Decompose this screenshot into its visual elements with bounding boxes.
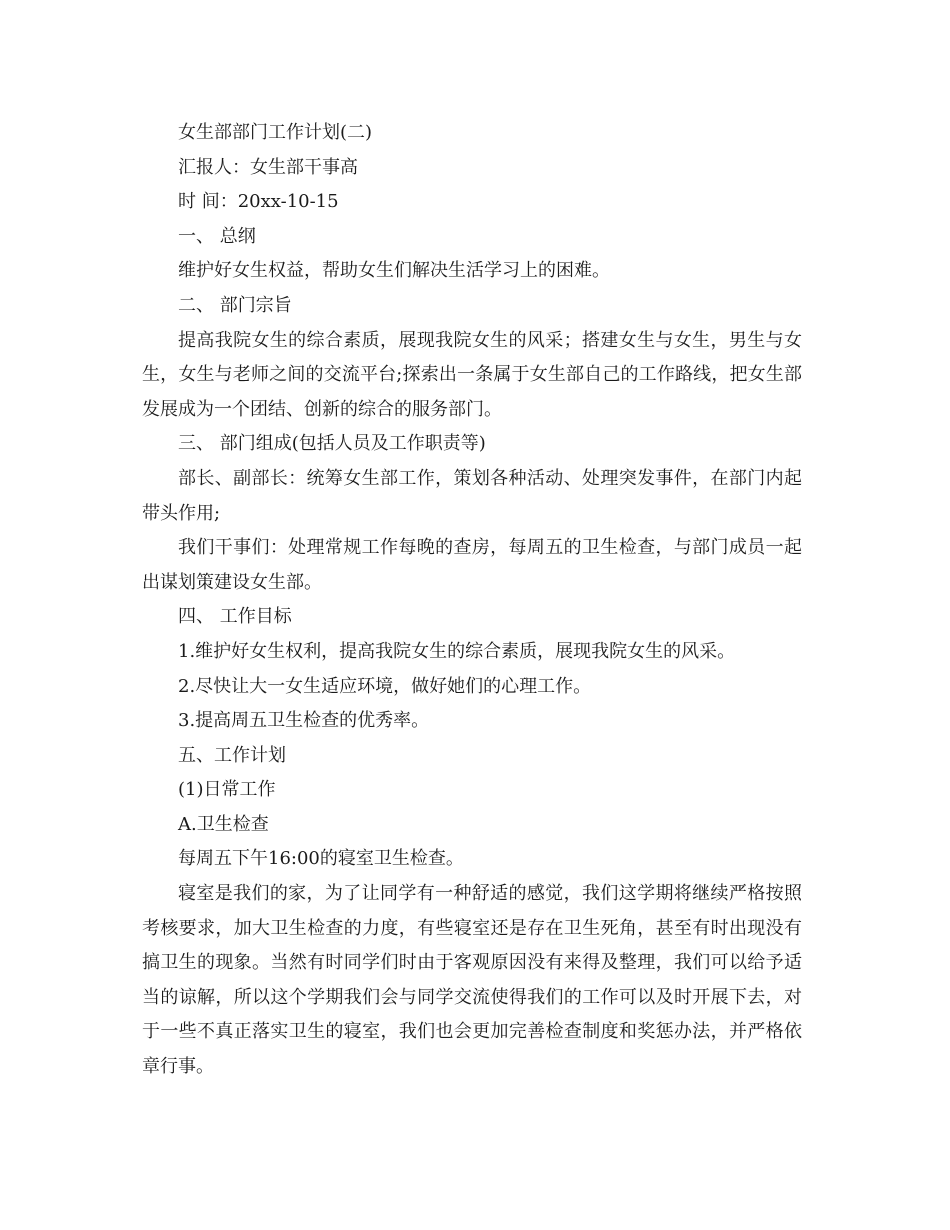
section-4-heading: 四、 工作目标: [178, 606, 292, 628]
document-body: [142, 116, 802, 1085]
date-line: 时 间：20xx-10-15: [178, 191, 339, 213]
reporter-line: 汇报人：女生部干事高: [178, 156, 358, 178]
section-3-minister-duties: 部长、副部长：统筹女生部工作，策划各种活动、处理突发事件，在部门内起带头作用;: [142, 467, 802, 524]
item-hygiene-check-body: 寝室是我们的家，为了让同学有一种舒适的感觉，我们这学期将继续严格按照考核要求，加大卫生检查的力度，有些寝室还是存在卫生死角，甚至有时出现没有搞卫生的现象。当然有时同学们时由于客观原因没有来得及整理，我们可以给予适当的谅解，所以这个学期我们会与同学交流使得我们的工作可以及时开展下去，对于一些不真正落实卫生的寝室，我们也会更加完善检查制度和奖惩办法，并严格依章行事。: [142, 883, 802, 1078]
document-title: 女生部部门工作计划(二): [178, 122, 373, 143]
goal-item-1: 1.维护好女生权利，提高我院女生的综合素质，展现我院女生的风采。: [178, 640, 736, 662]
section-5-heading: 五、工作计划: [178, 744, 286, 766]
goal-item-3: 3.提高周五卫生检查的优秀率。: [178, 710, 430, 732]
section-2-body: 提高我院女生的综合素质，展现我院女生的风采；搭建女生与女生，男生与女生，女生与老师之间的交流平台;探索出一条属于女生部自己的工作路线，把女生部发展成为一个团结、创新的综合的服务部门。: [142, 329, 802, 420]
item-hygiene-check: A.卫生检查: [178, 813, 269, 835]
item-hygiene-check-time: 每周五下午16:00的寝室卫生检查。: [178, 848, 464, 870]
section-1-heading: 一、 总纲: [178, 225, 256, 247]
section-3-staff-duties: 我们干事们：处理常规工作每晚的查房，每周五的卫生检查，与部门成员一起出谋划策建设女生部。: [142, 537, 802, 593]
section-2-heading: 二、 部门宗旨: [178, 294, 292, 316]
subsection-daily-work: (1)日常工作: [178, 779, 276, 801]
goal-item-2: 2.尽快让大一女生适应环境，做好她们的心理工作。: [178, 675, 592, 697]
section-1-body: 维护好女生权益，帮助女生们解决生活学习上的困难。: [178, 260, 610, 282]
section-3-heading: 三、 部门组成(包括人员及工作职责等): [178, 433, 486, 455]
